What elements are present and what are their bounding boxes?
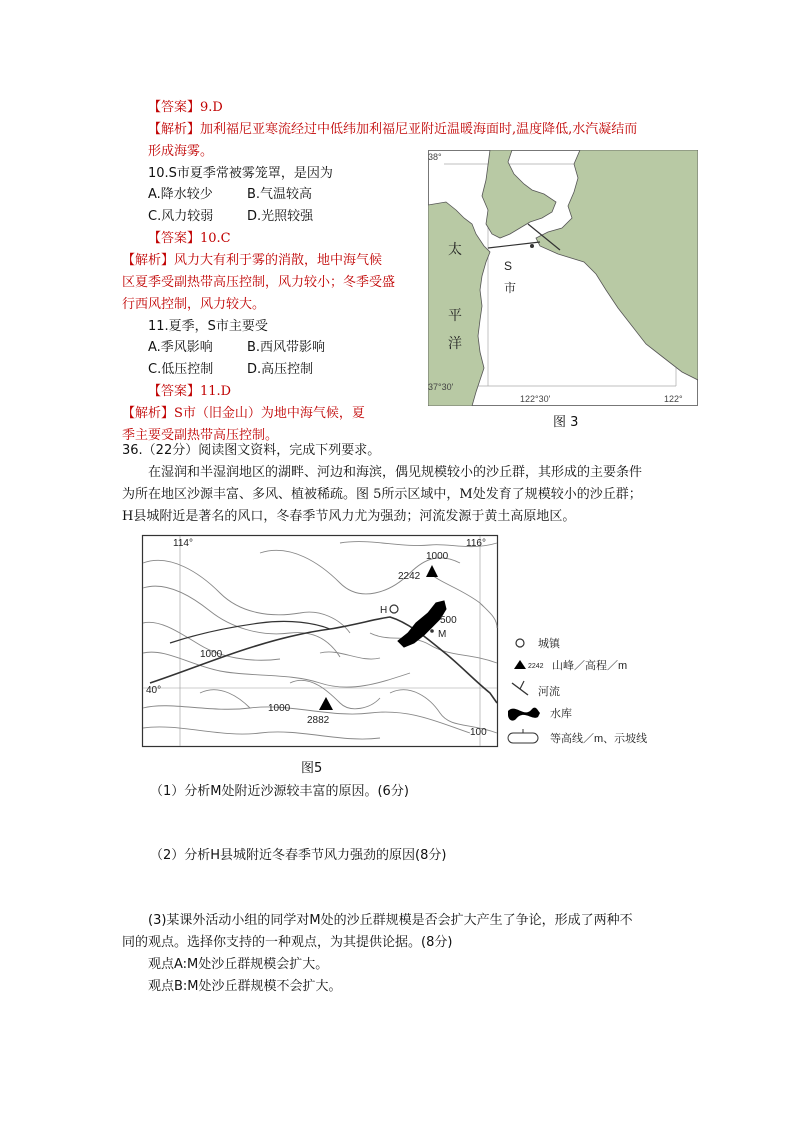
figure-5-caption: 图5 xyxy=(301,761,323,776)
town-m-label: M xyxy=(438,629,447,640)
q10-analysis-line1: 【解析】风力大有利于雾的消散，地中海气候 xyxy=(122,253,383,268)
ocean-label-char: 洋 xyxy=(448,335,462,351)
lon-label-122: 122° xyxy=(664,394,683,404)
q10-stem: 10.S市夏季常被雾笼罩，是因为 xyxy=(148,166,333,181)
q10-analysis-line3: 行西风控制，风力较大。 xyxy=(122,297,266,312)
legend-reservoir-icon xyxy=(508,708,540,721)
legend-contour-icon xyxy=(508,733,538,743)
ocean-label-char: 太 xyxy=(448,241,462,257)
legend-reservoir-label: 水库 xyxy=(550,708,572,720)
legend-town-label: 城镇 xyxy=(538,638,560,650)
legend-river-icon xyxy=(520,681,524,689)
q36-subquestion-1: （1）分析M处附近沙源较丰富的原因。(6分) xyxy=(150,784,409,799)
q11-answer: 【答案】11.D xyxy=(148,384,232,399)
legend-town-icon xyxy=(516,639,524,647)
peak-2882-label: 2882 xyxy=(307,715,330,726)
lon-label-122-30: 122°30' xyxy=(520,394,551,404)
contour-label-500: 500 xyxy=(440,615,457,626)
q10-answer: 【答案】10.C xyxy=(148,231,231,246)
q11-analysis-line2: 季主要受副热带高压控制。 xyxy=(122,428,279,443)
lat-label-38: 38° xyxy=(428,152,442,162)
contour-label-1000: 1000 xyxy=(268,703,291,714)
legend-peak-icon xyxy=(514,660,526,669)
lon-label-114: 114° xyxy=(173,538,193,549)
q36-subquestion-3-line1: (3)某课外活动小组的同学对M处的沙丘群规模是否会扩大产生了争论，形成了两种不 xyxy=(148,913,633,928)
peak-2242-label: 2242 xyxy=(398,571,421,582)
legend-river-label: 河流 xyxy=(538,686,560,698)
figure-3-map xyxy=(428,150,698,406)
q9-analysis-line1: 【解析】加利福尼亚寒流经过中低纬加利福尼亚附近温暖海面时,温度降低,水汽凝结而 xyxy=(148,122,638,137)
q11-option-d: D.高压控制 xyxy=(247,362,314,377)
town-h-marker xyxy=(390,605,398,613)
q36-subquestion-3-line2: 同的观点。选择你支持的一种观点，为其提供论据。(8分) xyxy=(122,935,453,950)
q36-viewpoint-a: 观点A:M处沙丘群规模会扩大。 xyxy=(148,957,329,972)
q11-option-b: B.西风带影响 xyxy=(247,340,326,355)
q36-viewpoint-b: 观点B:M处沙丘群规模不会扩大。 xyxy=(148,979,342,994)
figure-3-caption: 图 3 xyxy=(553,415,579,430)
q11-option-a: A.季风影响 xyxy=(148,340,213,355)
lat-label-40: 40° xyxy=(146,685,162,696)
lon-label-116: 116° xyxy=(466,538,486,549)
q36-subquestion-2: （2）分析H县城附近冬春季节风力强劲的原因(8分) xyxy=(150,848,447,863)
figure-5-map xyxy=(140,533,660,755)
q10-option-d: D.光照较强 xyxy=(247,209,314,224)
q9-answer: 【答案】9.D xyxy=(148,100,223,115)
legend-contour-label: 等高线／m、示坡线 xyxy=(550,733,648,745)
q9-analysis-line2: 形成海雾。 xyxy=(148,144,214,159)
city-s-name: 市 xyxy=(504,281,517,295)
q36-paragraph-line1: 在湿润和半湿润地区的湖畔、河边和海滨，偶见规模较小的沙丘群，其形成的主要条件 xyxy=(148,465,643,480)
q11-option-c: C.低压控制 xyxy=(148,362,214,377)
lat-label-37-30: 37°30' xyxy=(428,382,454,392)
legend-peak-value: 2242 xyxy=(528,663,544,670)
contour-label-100: 100 xyxy=(470,727,487,738)
q10-option-c: C.风力较弱 xyxy=(148,209,214,224)
legend-peak-label: 山峰／高程／m xyxy=(552,660,628,672)
island-marker xyxy=(530,244,534,248)
town-m-marker xyxy=(430,629,434,633)
q10-analysis-line2: 区夏季受副热带高压控制，风力较小；冬季受盛 xyxy=(122,275,396,290)
figure-5-legend xyxy=(508,636,647,745)
q36-stem: 36.（22分）阅读图文资料，完成下列要求。 xyxy=(122,443,381,458)
q36-paragraph-line2: 为所在地区沙源丰富、多风、植被稀疏。图 5所示区域中，M处发育了规模较小的沙丘群； xyxy=(122,487,642,502)
q10-option-a: A.降水较少 xyxy=(148,187,213,202)
q11-stem: 11.夏季，S市主要受 xyxy=(148,319,268,334)
q10-option-b: B.气温较高 xyxy=(247,187,313,202)
q36-paragraph-line3: H县城附近是著名的风口，冬春季节风力尤为强劲；河流发源于黄土高原地区。 xyxy=(122,509,576,524)
town-h-label: H xyxy=(380,605,388,616)
q11-analysis-line1: 【解析】S市（旧金山）为地中海气候，夏 xyxy=(122,406,365,421)
ocean-label-char: 平 xyxy=(448,307,462,323)
contour-label-1000: 1000 xyxy=(426,551,449,562)
city-s-label: S xyxy=(504,259,513,273)
contour-label-1000: 1000 xyxy=(200,649,223,660)
